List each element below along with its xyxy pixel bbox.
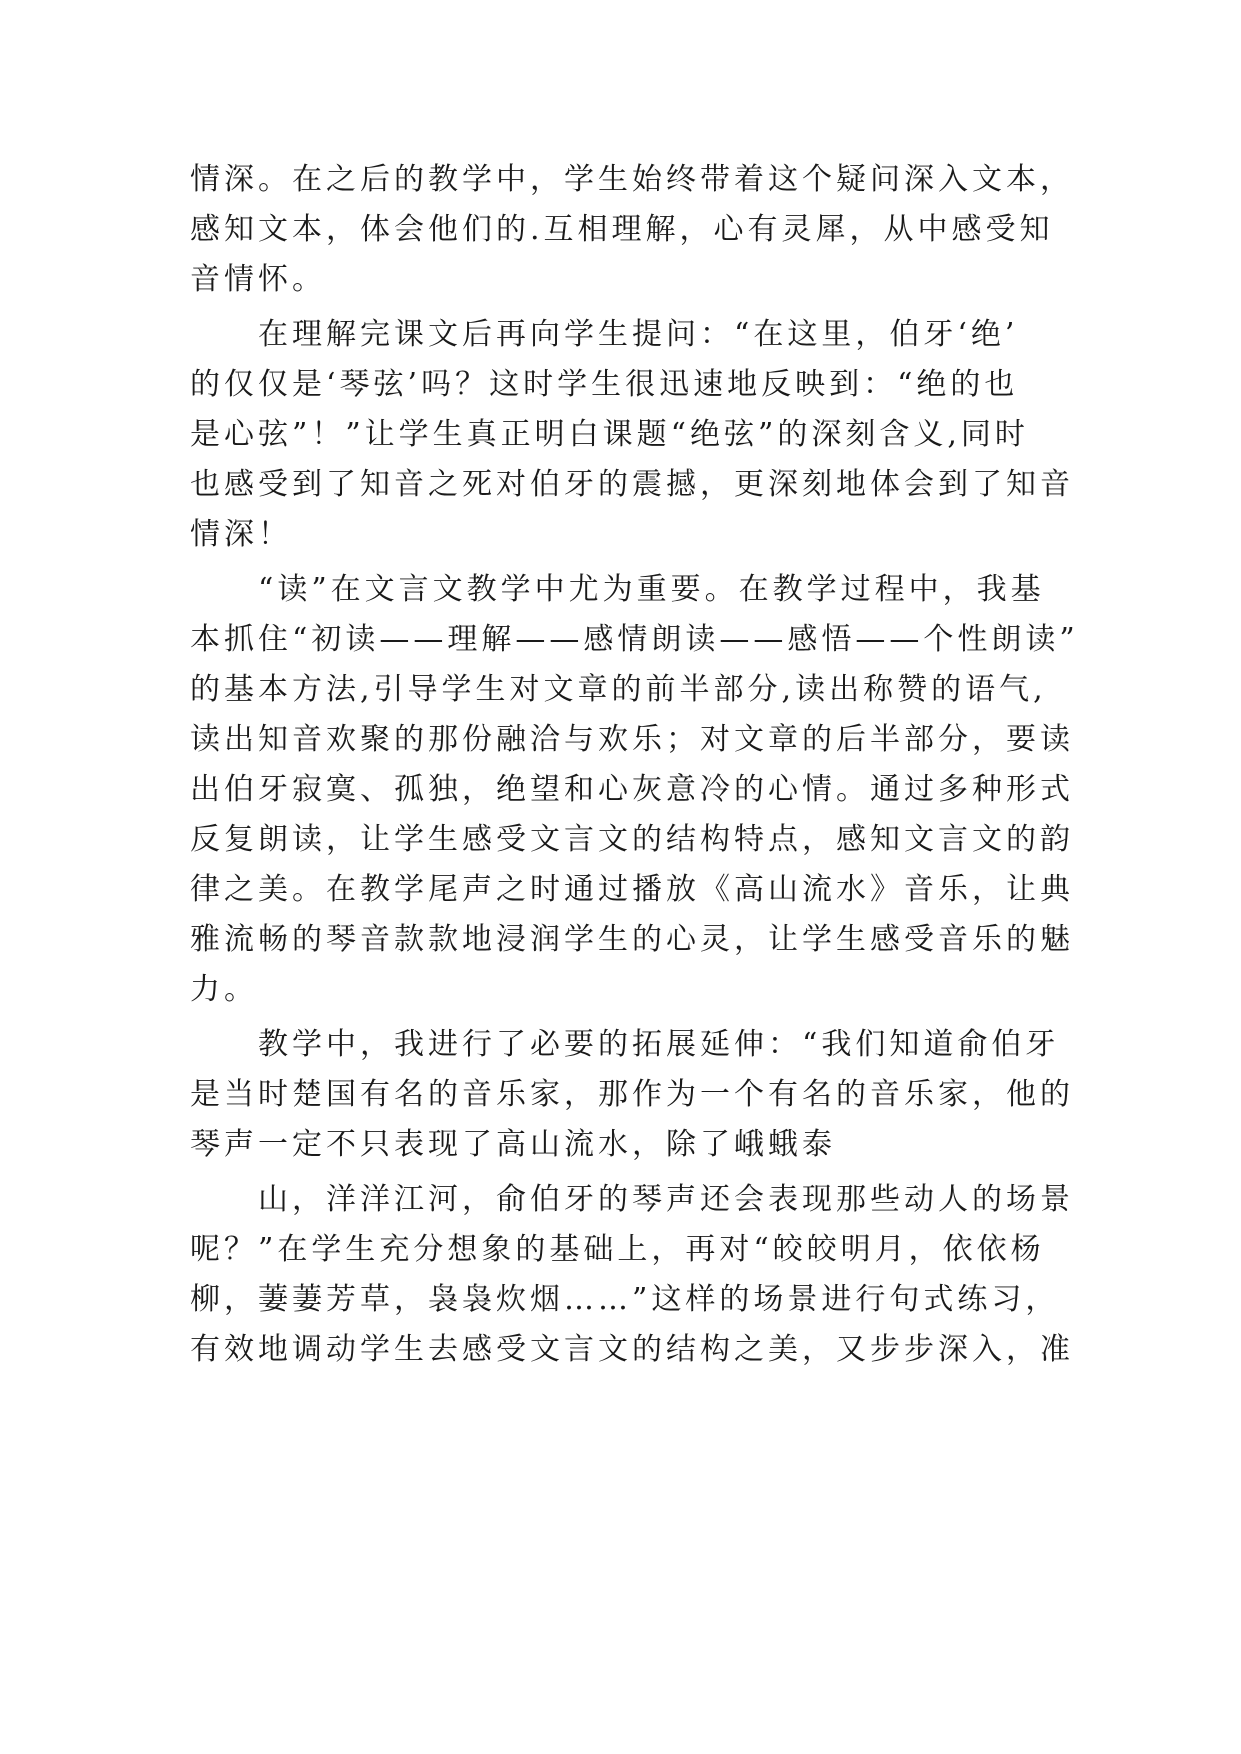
text-line: 力。 [190,972,258,1007]
text-line: 在理解完课文后再向学生提问：“在这里，伯牙‘绝’ [190,317,1019,352]
text-line: “读”在文言文教学中尤为重要。在教学过程中，我基 [190,572,1045,607]
text-line: 情深。在之后的教学中，学生始终带着这个疑问深入文本， [190,162,1074,197]
text-line: 音情怀。 [190,262,326,297]
text-line: 教学中，我进行了必要的拓展延伸：“我们知道俞伯牙 [190,1027,1060,1062]
text-line: 本抓住“初读——理解——感情朗读——感悟——个性朗读” [190,622,1079,657]
text-line: 雅流畅的琴音款款地浸润学生的心灵，让学生感受音乐的魅 [190,922,1074,957]
text-line: 反复朗读，让学生感受文言文的结构特点，感知文言文的韵 [190,822,1074,857]
text-line: 读出知音欢聚的那份融洽与欢乐；对文章的后半部分，要读 [190,722,1074,757]
text-line: 感知文本，体会他们的.互相理解，心有灵犀，从中感受知 [190,212,1054,247]
text-line: 也感受到了知音之死对伯牙的震撼，更深刻地体会到了知音 [190,467,1074,502]
text-line: 出伯牙寂寞、孤独，绝望和心灰意冷的心情。通过多种形式 [190,772,1074,807]
text-line: 律之美。在教学尾声之时通过播放《高山流水》音乐，让典 [190,872,1074,907]
text-line: 柳，萋萋芳草，袅袅炊烟……”这样的场景进行句式练习， [190,1282,1060,1317]
text-line: 是心弦”！”让学生真正明白课题“绝弦”的深刻含义,同时 [190,417,1029,452]
text-line: 的仅仅是‘琴弦’吗？这时学生很迅速地反映到：“绝的也 [190,367,1019,402]
text-line: 琴声一定不只表现了高山流水，除了峨蛾泰 [190,1127,836,1162]
text-line: 的基本方法,引导学生对文章的前半部分,读出称赞的语气, [190,672,1047,707]
text-line: 情深！ [190,517,292,552]
text-line: 山，洋洋江河，俞伯牙的琴声还会表现那些动人的场景 [190,1182,1074,1217]
text-line: 有效地调动学生去感受文言文的结构之美，又步步深入，准 [190,1332,1074,1367]
text-line: 呢？”在学生充分想象的基础上，再对“皎皎明月，依依杨 [190,1232,1045,1267]
text-line: 是当时楚国有名的音乐家，那作为一个有名的音乐家，他的 [190,1077,1074,1112]
